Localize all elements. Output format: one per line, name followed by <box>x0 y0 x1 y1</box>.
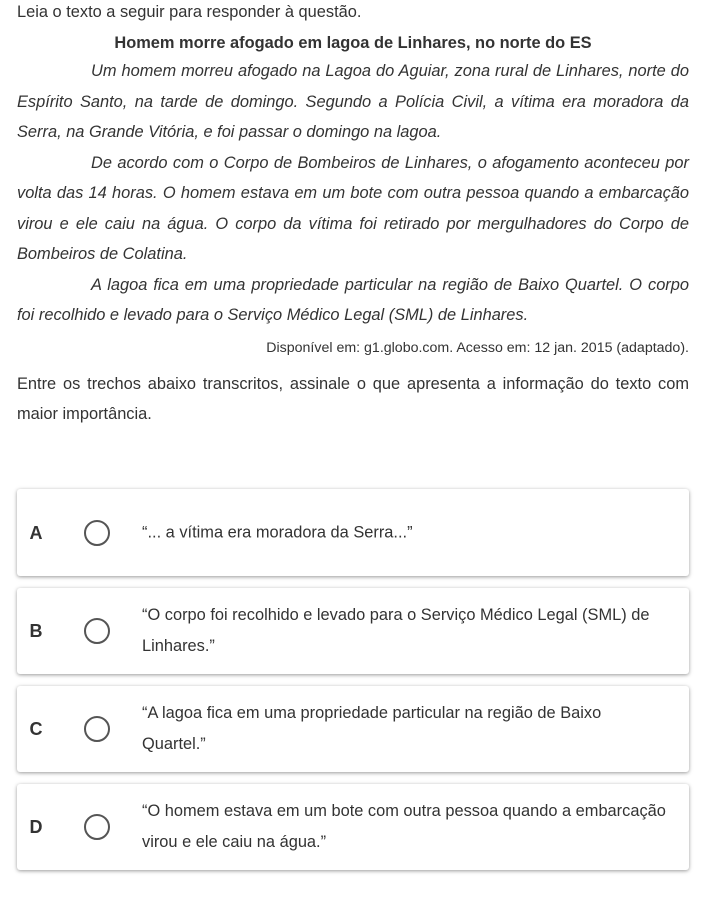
article-paragraph-2: De acordo com o Corpo de Bombeiros de Linhares, o afogamento aconteceu por volta das 14 horas. O homem estava em um bote com outra pessoa quando a embarcação virou e ele caiu na água. O corpo da vítima foi retirado por mergulhadores do Corpo de Bombeiros de Colatina. <box>17 153 689 263</box>
option-letter: C <box>29 719 43 739</box>
option-letter: A <box>29 522 43 543</box>
article-paragraph-1: Um homem morreu afogado na Lagoa do Aguiar, zona rural de Linhares, norte do Espírito Santo, na tarde de domingo. Segundo a Polícia Civil, a vítima era moradora da Serra, na Grande Vitória, e foi passar o domingo na lagoa. <box>17 62 689 141</box>
radio-button-b[interactable] <box>84 618 110 644</box>
option-letter: D <box>29 817 43 837</box>
article-paragraph-3: A lagoa fica em uma propriedade particular na região de Baixo Quartel. O corpo foi recolhido e levado para o Serviço Médico Legal (SML) de Linhares. <box>17 275 689 324</box>
radio-button-d[interactable] <box>84 814 110 840</box>
article-block <box>17 30 689 430</box>
option-c[interactable] <box>17 686 689 772</box>
option-d[interactable] <box>17 784 689 870</box>
question-prompt: Entre os trechos abaixo transcritos, assinale o que apresenta a informação do texto com maior importância. <box>17 374 689 423</box>
option-text: “O homem estava em um bote com outra pessoa quando a embarcação virou e ele caiu na água.” <box>142 802 666 851</box>
option-text: “O corpo foi recolhido e levado para o Serviço Médico Legal (SML) de Linhares.” <box>142 606 650 655</box>
radio-button-c[interactable] <box>84 716 110 742</box>
option-letter: B <box>29 621 43 641</box>
article-source: Disponível em: g1.globo.com. Acesso em: 12 jan. 2015 (adaptado). <box>266 339 689 356</box>
option-a[interactable] <box>17 489 689 576</box>
option-text: “... a vítima era moradora da Serra...” <box>142 523 413 541</box>
option-text: “A lagoa fica em uma propriedade particular na região de Baixo Quartel.” <box>142 704 602 753</box>
option-b[interactable] <box>17 588 689 674</box>
radio-button-a[interactable] <box>84 520 110 546</box>
article-title: Homem morre afogado em lagoa de Linhares, no norte do ES <box>114 34 592 52</box>
instruction-text: Leia o texto a seguir para responder à questão. <box>17 3 362 21</box>
